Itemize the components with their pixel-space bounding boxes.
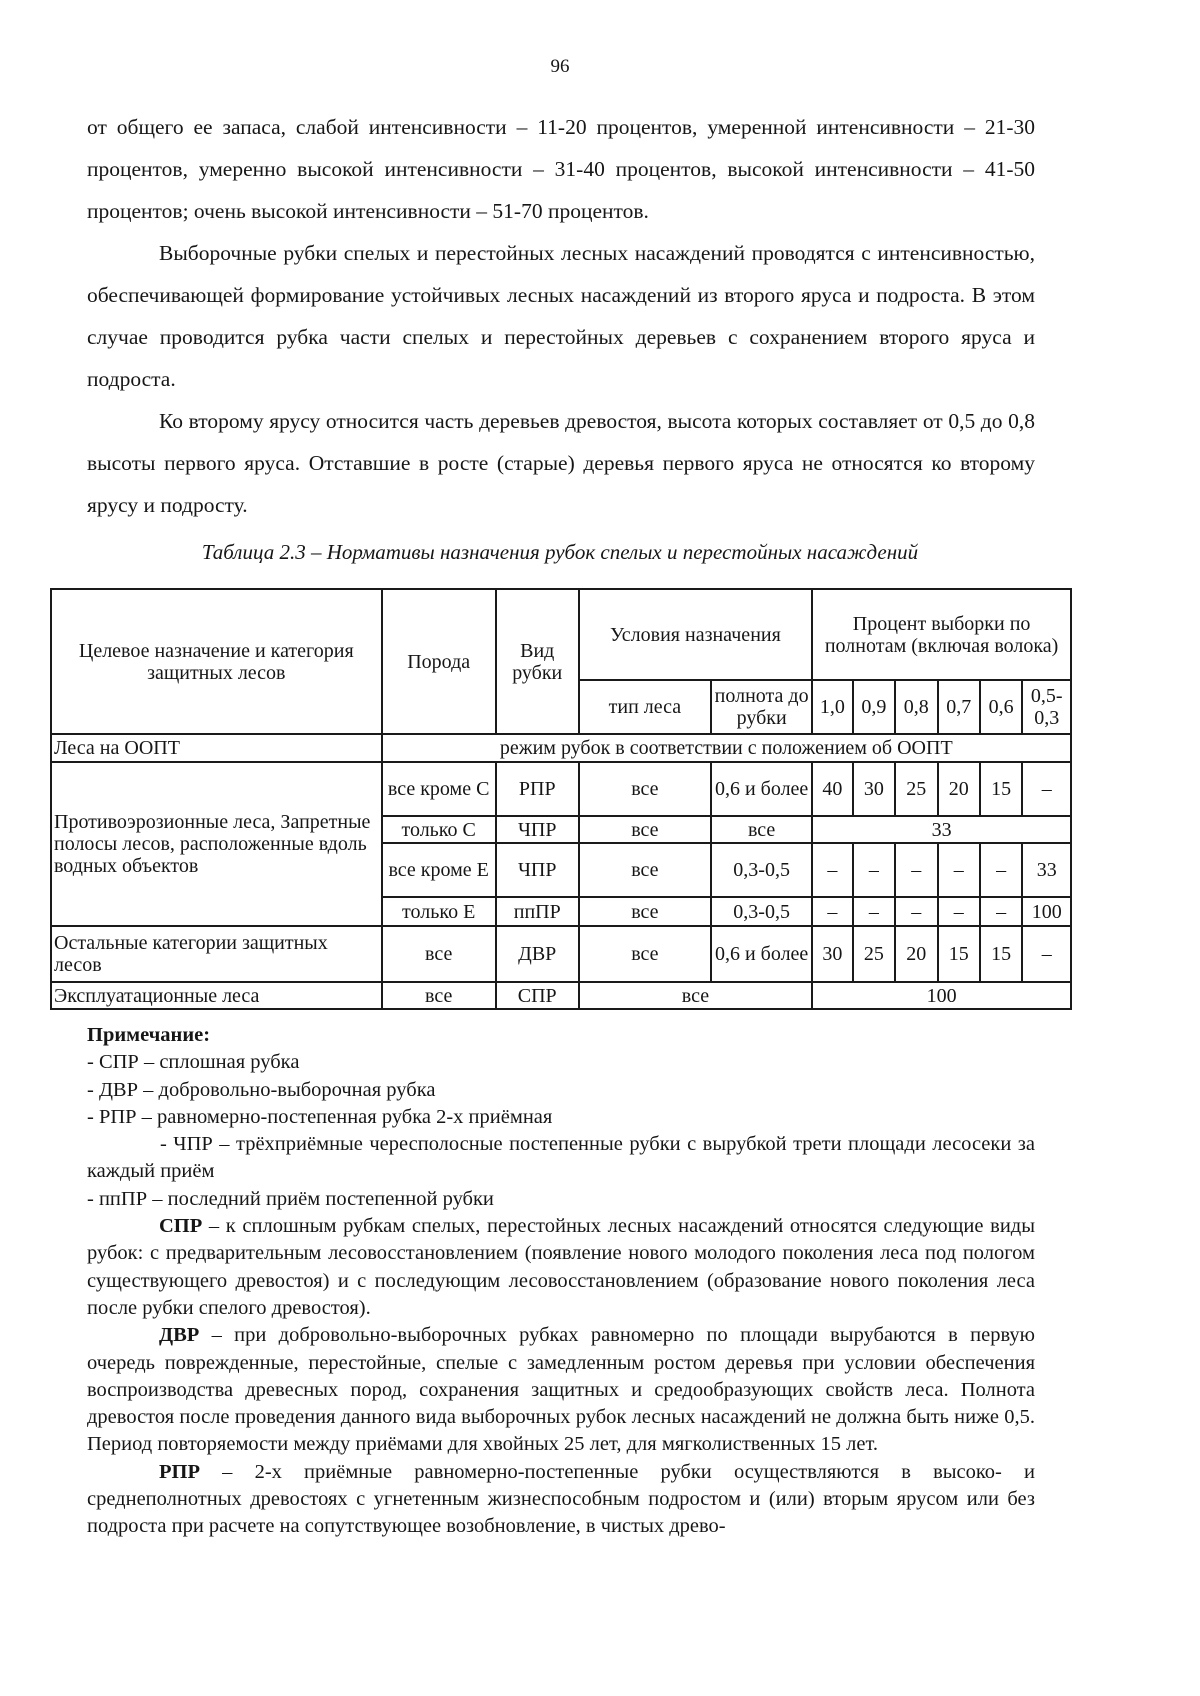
definition-rpr-text: – 2-х приёмные равномерно-постепенные рубки осуществляются в высоко- и среднеполнотных древостоях с угнетенным жизнеспособным подростом и (или) вторым ярусом или без подроста при расчете на сопутствующее возобновление, в чистых древо- bbox=[87, 1460, 1035, 1538]
cell-forest-type: все bbox=[579, 816, 711, 843]
cell-density: 0,3-0,5 bbox=[711, 897, 812, 926]
table-caption: Таблица 2.3 – Нормативы назначения рубок спелых и перестойных насаждений bbox=[201, 540, 919, 564]
note-item: - ДВР – добровольно-выборочная рубка bbox=[87, 1078, 436, 1101]
cell-density: 0,3-0,5 bbox=[711, 843, 812, 897]
cell-density: все bbox=[711, 816, 812, 843]
table-row bbox=[51, 762, 1071, 816]
term-rpr: РПР bbox=[159, 1460, 200, 1483]
table-row bbox=[51, 926, 1071, 982]
cell-value: 15 bbox=[980, 926, 1022, 982]
cell-value: 20 bbox=[938, 762, 980, 816]
cell-species: все кроме С bbox=[382, 762, 496, 816]
header-forest-type: тип леса bbox=[579, 680, 711, 734]
cell-value: – bbox=[938, 843, 980, 897]
cell-value: – bbox=[895, 897, 937, 926]
note-item: - ппПР – последний приём постепенной рубки bbox=[87, 1187, 494, 1210]
header-purpose: Целевое назначение и категория защитных лесов bbox=[51, 589, 382, 734]
cell-value: 30 bbox=[812, 926, 852, 982]
cell-cut: ЧПР bbox=[496, 816, 579, 843]
cell-value: – bbox=[980, 843, 1022, 897]
page-number: 96 bbox=[550, 56, 570, 77]
header-d08: 0,8 bbox=[895, 680, 937, 734]
definition-spr bbox=[87, 1213, 1035, 1322]
note-item: - ЧПР – трёхприёмные чересполосные постепенные рубки с вырубкой трети площади лесосеки за каждый приём bbox=[87, 1133, 1035, 1183]
cell-species: только С bbox=[382, 816, 496, 843]
term-spr: СПР bbox=[159, 1215, 203, 1238]
cell-cut: РПР bbox=[496, 762, 579, 816]
header-d06: 0,6 bbox=[980, 680, 1022, 734]
cell-value: – bbox=[853, 843, 895, 897]
paragraph-selective-cuts: Выборочные рубки спелых и перестойных лесных насаждений проводятся с интенсивностью, обеспечивающей формирование устойчивых лесных насаждений из второго яруса и подроста. В этом случае проводится рубка части спелых и перестойных деревьев с сохранением второго яруса и подроста. bbox=[87, 241, 1035, 391]
table-header-row bbox=[51, 589, 1071, 680]
header-density: полнота до рубки bbox=[711, 680, 812, 734]
notes-section bbox=[87, 1022, 1035, 1541]
header-d07: 0,7 bbox=[938, 680, 980, 734]
note-item: - РПР – равномерно-постепенная рубка 2-х приёмная bbox=[87, 1105, 553, 1128]
term-dvr: ДВР bbox=[159, 1324, 200, 1347]
cell-cut: ЧПР bbox=[496, 843, 579, 897]
cell-value: 40 bbox=[812, 762, 852, 816]
note-item: - СПР – сплошная рубка bbox=[87, 1051, 300, 1074]
table-row bbox=[51, 734, 1071, 762]
header-d05: 0,5-0,3 bbox=[1022, 680, 1071, 734]
cell-value: 15 bbox=[980, 762, 1022, 816]
header-species: Порода bbox=[382, 589, 496, 734]
paragraph-second-tier: Ко второму ярусу относится часть деревьев древостоя, высота которых составляет от 0,5 до 0,8 высоты первого яруса. Отставшие в росте (старые) деревья первого яруса не относятся ко второму ярусу и подросту. bbox=[87, 409, 1035, 517]
cell-cut: ппПР bbox=[496, 897, 579, 926]
cell-forest-type: все bbox=[579, 762, 711, 816]
header-conditions: Условия назначения bbox=[579, 589, 813, 680]
cell-forest-type: все bbox=[579, 897, 711, 926]
header-d09: 0,9 bbox=[853, 680, 895, 734]
cell-species: только Е bbox=[382, 897, 496, 926]
row-erosion-name: Противоэрозионные леса, Запретные полосы лесов, расположенные вдоль водных объектов bbox=[51, 762, 382, 926]
cell-value: – bbox=[812, 843, 852, 897]
cell-conditions: все bbox=[579, 982, 813, 1009]
cell-value: 25 bbox=[853, 926, 895, 982]
cell-value: 25 bbox=[895, 762, 937, 816]
paragraph-intensity: от общего ее запаса, слабой интенсивности – 11-20 процентов, умеренной интенсивности – 21-30 процентов, умеренно высокой интенсивности – 31-40 процентов, высокой интенсивности – 41-50 процентов; очень высокой интенсивности – 51-70 процентов. bbox=[87, 115, 1035, 223]
cell-value: 20 bbox=[895, 926, 937, 982]
cell-value: – bbox=[812, 897, 852, 926]
row-oopt-regime: режим рубок в соответствии с положением об ООПТ bbox=[382, 734, 1071, 762]
cell-value: 15 bbox=[938, 926, 980, 982]
body-text bbox=[87, 106, 1035, 526]
notes-title: Примечание: bbox=[87, 1024, 211, 1046]
cell-cut: ДВР bbox=[496, 926, 579, 982]
cell-density: 0,6 и более bbox=[711, 926, 812, 982]
definition-spr-text: – к сплошным рубкам спелых, перестойных лесных насаждений относятся следующие виды рубок: с предварительным лесовосстановлением (появление нового молодого поколения леса под пологом существующего древостоя) и с последующим лесовосстановлением (образование нового поколения леса после рубки спелого древостоя). bbox=[87, 1215, 1035, 1319]
header-cut-type: Вид рубки bbox=[496, 589, 579, 734]
cell-merged-value: 100 bbox=[812, 982, 1071, 1009]
norms-table bbox=[50, 588, 1072, 1010]
cell-value: 100 bbox=[1022, 897, 1071, 926]
cell-value: – bbox=[853, 897, 895, 926]
cell-value: 30 bbox=[853, 762, 895, 816]
definition-rpr bbox=[87, 1459, 1035, 1541]
cell-value: – bbox=[1022, 762, 1071, 816]
cell-value: – bbox=[980, 897, 1022, 926]
cell-value: – bbox=[1022, 926, 1071, 982]
cell-cut: СПР bbox=[496, 982, 579, 1009]
table-row bbox=[51, 982, 1071, 1009]
definition-dvr-text: – при добровольно-выборочных рубках равномерно по площади вырубаются в первую очередь поврежденные, перестойные, спелые с замедленным ростом деревья при условии обеспечения воспроизводства древесных пород, сохранения защитных и средообразующих свойств леса. Полнота древостоя после проведения данного вида выборочных рубок лесных насаждений не должна быть ниже 0,5. Период повторяемости между приёмами для хвойных 25 лет, для мягколиственных 15 лет. bbox=[87, 1324, 1035, 1456]
cell-density: 0,6 и более bbox=[711, 762, 812, 816]
header-d10: 1,0 bbox=[812, 680, 852, 734]
cell-species: все кроме Е bbox=[382, 843, 496, 897]
cell-species: все bbox=[382, 982, 496, 1009]
header-percent: Процент выборки по полнотам (включая волока) bbox=[812, 589, 1071, 680]
definition-dvr bbox=[87, 1322, 1035, 1458]
cell-forest-type: все bbox=[579, 843, 711, 897]
row-oopt-name: Леса на ООПТ bbox=[51, 734, 382, 762]
cell-value: – bbox=[938, 897, 980, 926]
cell-value: 33 bbox=[1022, 843, 1071, 897]
cell-forest-type: все bbox=[579, 926, 711, 982]
row-exploit-name: Эксплуатационные леса bbox=[51, 982, 382, 1009]
row-other-name: Остальные категории защитных лесов bbox=[51, 926, 382, 982]
cell-merged-value: 33 bbox=[812, 816, 1071, 843]
cell-value: – bbox=[895, 843, 937, 897]
cell-species: все bbox=[382, 926, 496, 982]
